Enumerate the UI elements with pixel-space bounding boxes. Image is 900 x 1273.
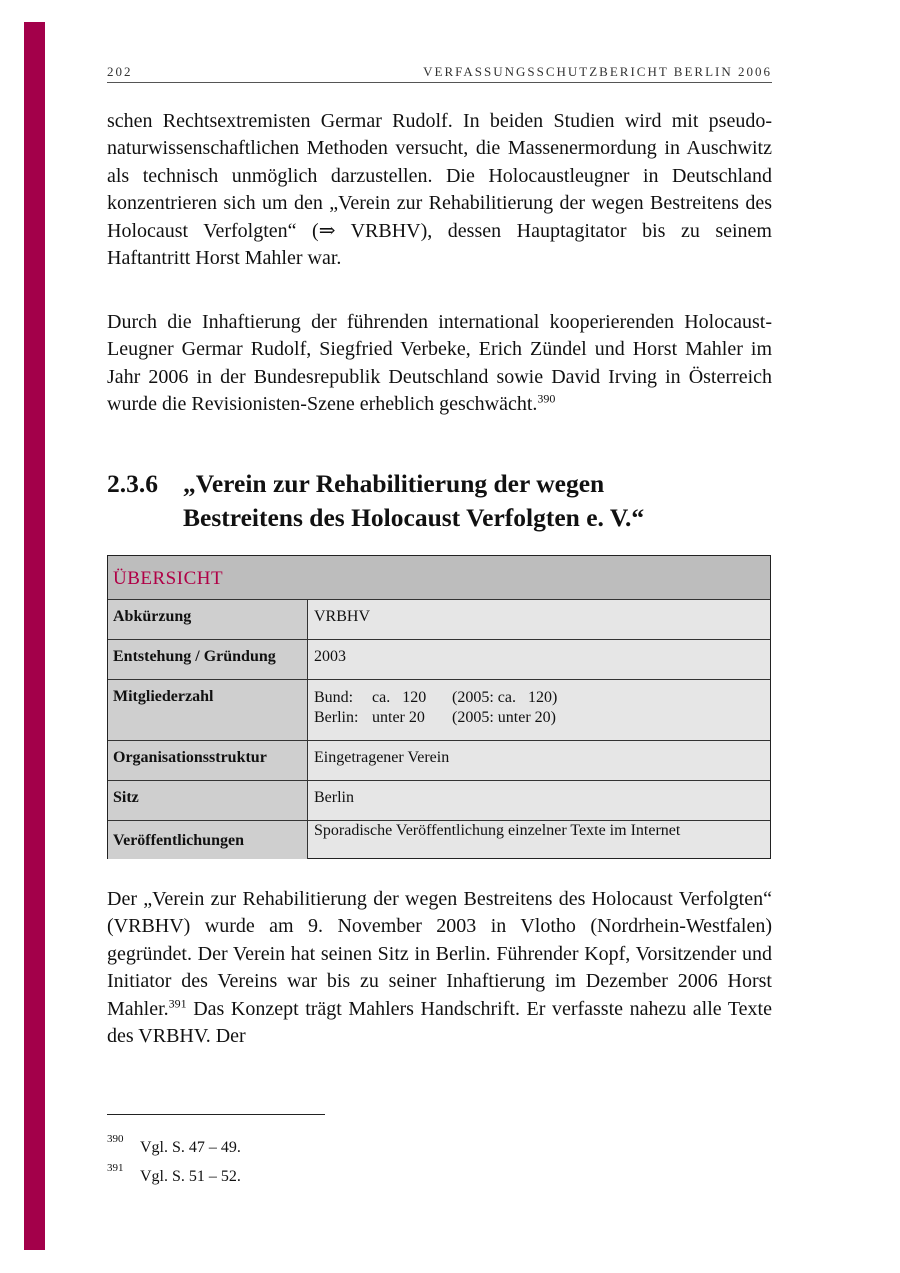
table-row-mitgliederzahl bbox=[108, 680, 770, 741]
footnote-ref-390[interactable]: 390 bbox=[537, 391, 556, 406]
paragraph-2-text: Durch die Inhaftierung der führenden international kooperierenden Holocaust-Leugner Germar Rudolf, Siegfried Verbeke, Erich Zündel und Horst Mahler im Jahr 2006 in der Bundesrepublik Deutschland sowie David Irving in Österreich wurde die Revisionisten-Szene erheblich geschwächt. bbox=[107, 311, 772, 416]
footnote-text: Vgl. S. 51 – 52. bbox=[140, 1168, 241, 1185]
section-title bbox=[183, 467, 773, 535]
table-row-sitz bbox=[108, 781, 770, 821]
row-value: 2003 bbox=[314, 648, 346, 665]
row-label: Abkürzung bbox=[108, 600, 308, 639]
paragraph-3-text-a: Der „Verein zur Rehabilitierung der wegen Bestreitens des Holocaust Verfolgten“ (VRBHV) wurde am 9. November 2003 in Vlotho (Nordrhein-Westfalen) gegründet. Der Verein hat seinen Sitz in Berlin. Führender Kopf, Vorsitzender und Initiator des Vereins war bis zu seiner Inhaftierung im Dezember 2006 Horst Mahler. bbox=[107, 888, 772, 1020]
members-line-berlin: Berlin: unter 20 (2005: unter 20) bbox=[314, 709, 556, 726]
table-row-gruendung bbox=[108, 640, 770, 680]
paragraph-3-text-b: Das Konzept trägt Mahlers Handschrift. Er verfasste nahezu alle Texte des VRBHV. Der bbox=[107, 997, 772, 1048]
paragraph-2 bbox=[107, 309, 772, 419]
page-header bbox=[107, 62, 772, 83]
table-row-organisationsstruktur bbox=[108, 741, 770, 781]
page-number: 202 bbox=[107, 64, 133, 79]
paragraph-3 bbox=[107, 886, 772, 1050]
footnote-number: 390 bbox=[107, 1133, 124, 1145]
section-number: 2.3.6 bbox=[107, 469, 158, 498]
row-label: Veröffentlichungen bbox=[108, 821, 308, 859]
members-line-bund: Bund: ca. 120 (2005: ca. 120) bbox=[314, 689, 558, 706]
row-label: Mitgliederzahl bbox=[108, 680, 308, 740]
footnote-divider bbox=[107, 1114, 325, 1115]
row-label: Organisationsstruktur bbox=[108, 741, 308, 780]
section-title-line-1: „Verein zur Rehabilitierung der wegen bbox=[183, 469, 605, 498]
footnote-ref-391[interactable]: 391 bbox=[168, 995, 187, 1010]
row-value: Berlin bbox=[314, 789, 354, 806]
table-row-veroeffentlichungen bbox=[108, 821, 770, 859]
row-value: Eingetragener Verein bbox=[314, 749, 450, 766]
row-value: VRBHV bbox=[314, 608, 371, 625]
overview-table bbox=[107, 555, 771, 859]
running-title: VERFASSUNGSSCHUTZBERICHT BERLIN 2006 bbox=[423, 64, 772, 79]
table-row-abkuerzung bbox=[108, 600, 770, 640]
paragraph-1: schen Rechtsextremisten Germar Rudolf. In beiden Studien wird mit pseudo-naturwissenschaftlichen Methoden versucht, die Massenermordung in Auschwitz als technisch unmöglich darzustellen. Die Holocaustleugner in Deutschland konzentrieren sich um den „Verein zur Rehabilitierung der wegen Bestreitens des Holocaust Verfolgten“ (⇒ VRBHV), dessen Hauptagitator bis zu seinem Haftantritt Horst Mahler war. bbox=[107, 110, 772, 270]
footnote-text: Vgl. S. 47 – 49. bbox=[140, 1139, 241, 1156]
row-value-members bbox=[308, 680, 770, 740]
sidebar-accent-bar bbox=[24, 22, 45, 1250]
row-value: Sporadische Veröffentlichung einzelner Texte im Internet bbox=[314, 822, 681, 839]
section-title-line-2: Bestreitens des Holocaust Verfolgten e. V.“ bbox=[183, 503, 645, 532]
row-label: Entstehung / Gründung bbox=[108, 640, 308, 679]
row-label: Sitz bbox=[108, 781, 308, 820]
footnote-number: 391 bbox=[107, 1162, 124, 1174]
overview-title: ÜBERSICHT bbox=[108, 556, 770, 600]
